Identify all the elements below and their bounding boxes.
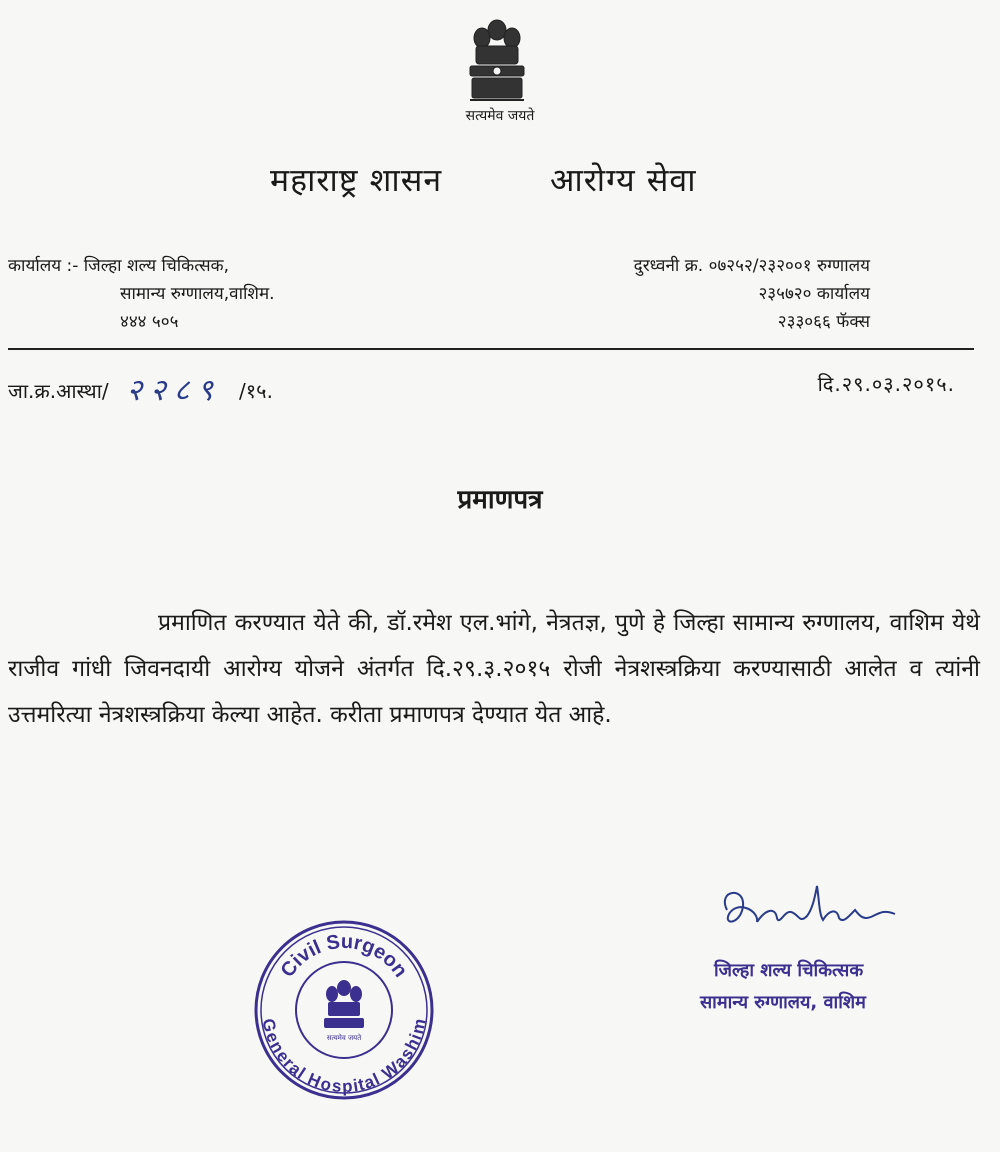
phone-line-office: २३५७२० कार्यालय (758, 284, 870, 304)
reference-number (8, 366, 273, 407)
civil-surgeon-stamp (252, 918, 436, 1102)
office-line-2: सामान्य रुग्णालय,वाशिम. (120, 284, 275, 304)
office-line-1: कार्यालय :- जिल्हा शल्य चिकित्सक, (8, 256, 230, 276)
document-title: प्रमाणपत्र (457, 485, 543, 515)
department-heading: आरोग्य सेवा (550, 161, 697, 199)
phone-block (634, 252, 870, 336)
stamp-bottom-text: General Hospital Washim (258, 1016, 430, 1097)
header-divider (8, 348, 974, 350)
stamp-emblem-icon (324, 980, 364, 1028)
office-address (8, 252, 275, 336)
reference-handwritten-number: २२८९ (126, 373, 222, 408)
handwritten-signature (715, 880, 915, 940)
signatory-designation: जिल्हा शल्य चिकित्सक (714, 960, 864, 981)
letter-date: दि.२९.०३.२०१५. (817, 372, 955, 396)
phone-line-hospital: दुरध्वनी क्र. ०७२५२/२३२००१ रुग्णालय (633, 256, 870, 276)
certificate-paragraph: प्रमाणित करण्यात येते की, डॉ.रमेश एल.भांगे, नेत्रतज्ञ, पुणे हे जिल्हा सामान्य रुग्णालय, वाशिम येथे राजीव गांधी जिवनदायी आरोग्य योजने अंतर्गत दि.२९.३.२०१५ रोजी नेत्रशस्त्रक्रिया करण्यासाठी आलेत व त्यांनी उत्तमरित्या नेत्रशस्त्रक्रिया केल्या आहेत. करीता प्रमाणपत्र देण्यात येत आहे. (8, 610, 980, 728)
emblem-motto: सत्यमेव जयते (465, 108, 535, 124)
ashoka-emblem-icon (462, 14, 532, 106)
reference-suffix: /१५. (239, 379, 273, 403)
stamp-inner-motto: सत्यमेव जयते (326, 1034, 362, 1042)
reference-prefix: जा.क्र.आस्था/ (8, 379, 109, 403)
office-pincode: ४४४ ५०५ (120, 312, 179, 332)
certificate-body (8, 600, 980, 738)
government-heading: महाराष्ट्र शासन (270, 161, 443, 199)
signatory-block (700, 955, 866, 1019)
phone-line-fax: २३३०६६ फॅक्स (777, 312, 870, 332)
signatory-office: सामान्य रुग्णालय, वाशिम (700, 992, 866, 1013)
stamp-top-text: Civil Surgeon (276, 930, 412, 982)
